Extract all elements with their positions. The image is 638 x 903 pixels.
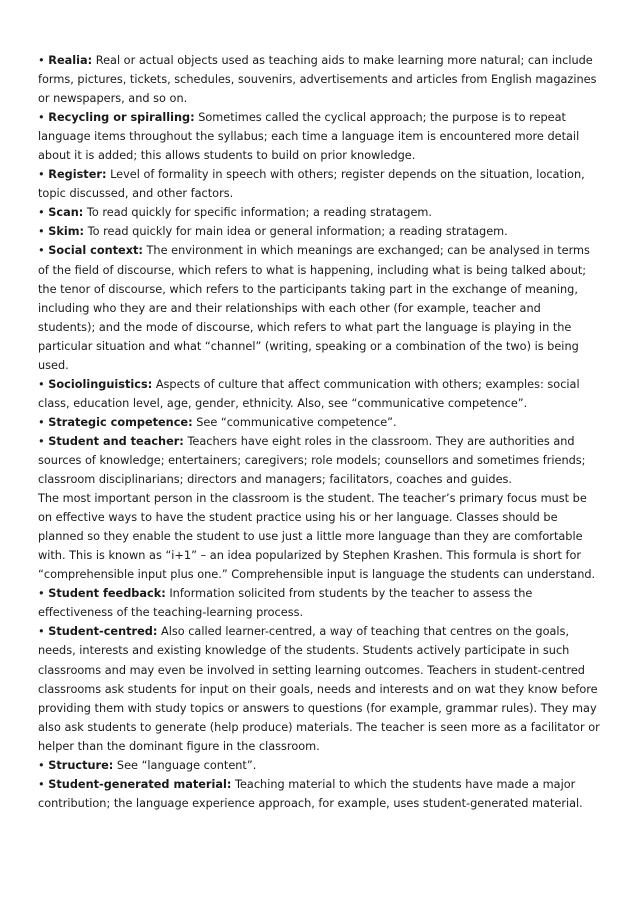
bullet: • <box>38 587 45 601</box>
bullet: • <box>38 777 45 791</box>
bullet: • <box>38 111 45 125</box>
glossary-entry-sociolinguistics <box>38 375 600 413</box>
glossary-entry-student-centred <box>38 622 600 755</box>
entry-text: Real or actual objects used as teaching aids to make learning more natural; can include forms, pictures, tickets, schedules, souvenirs, advertisements and articles from English magazines or newspapers, and so on. <box>38 54 597 106</box>
glossary-entry-structure <box>38 756 600 775</box>
glossary-entry-social-context <box>38 241 600 374</box>
entry-term: Student and teacher: <box>48 434 184 448</box>
entry-term: Strategic competence: <box>48 415 193 429</box>
entry-text: Teaching material to which the students have made a major contribution; the language experience approach, for example, uses student-generated material. <box>38 777 583 810</box>
bullet: • <box>38 415 45 429</box>
entry-text: See “communicative competence”. <box>196 415 397 429</box>
bullet: • <box>38 244 45 258</box>
glossary-entry-realia <box>38 51 600 108</box>
glossary-entry-skim <box>38 222 600 241</box>
bullet: • <box>38 206 45 220</box>
entry-text: To read quickly for main idea or general information; a reading stratagem. <box>87 225 508 239</box>
entry-text: See “language content”. <box>116 758 257 772</box>
entry-term: Realia: <box>48 54 93 67</box>
entry-term: Student-generated material: <box>48 777 232 791</box>
entry-text: Also called learner-centred, a way of teaching that centres on the goals, needs, interests and existing knowledge of the students. Students actively participate in such classrooms and may even be involved in setting learning outcomes. Teachers in student-centred classrooms ask students for input on their goals, needs and interests and on wat they know before providing them with study topics or answers to questions (for example, grammar rules). They may also ask students to generate (help produce) materials. The teacher is seen more as a facilitator or helper than the dominant figure in the classroom. <box>38 625 600 753</box>
entry-term: Student feedback: <box>48 587 166 601</box>
bullet: • <box>38 54 45 67</box>
entry-text: To read quickly for specific information; a reading stratagem. <box>86 206 433 220</box>
entry-text: Teachers have eight roles in the classroom. They are authorities and sources of knowledge; entertainers; caregivers; role models; counsellors and sometimes friends; classroom disciplinarians; directors and managers; facilitators, coaches and guides. <box>38 434 586 487</box>
entry-term: Register: <box>48 168 107 182</box>
entry-term: Sociolinguistics: <box>48 377 153 391</box>
glossary-entry-strategic-competence <box>38 413 600 432</box>
entry-term: Social context: <box>48 244 143 258</box>
entry-text: Information solicited from students by the teacher to assess the effectiveness of the teaching-learning process. <box>38 587 533 620</box>
bullet: • <box>38 377 45 391</box>
bullet: • <box>38 434 45 448</box>
glossary-entry-register <box>38 165 600 203</box>
entry-term: Scan: <box>48 206 84 220</box>
entry-term: Structure: <box>48 758 114 772</box>
glossary-entry-student-generated-material <box>38 775 600 813</box>
entry-term: Recycling or spiralling: <box>48 111 195 125</box>
entry-text: Aspects of culture that affect communication with others; examples: social class, education level, age, gender, ethnicity. Also, see “communicative competence”. <box>38 377 580 410</box>
entry-text: Level of formality in speech with others; register depends on the situation, location, topic discussed, and other factors. <box>38 168 585 201</box>
bullet: • <box>38 758 45 772</box>
bullet: • <box>38 225 45 239</box>
glossary-entry-student-and-teacher <box>38 432 600 489</box>
entry-text: The environment in which meanings are exchanged; can be analysed in terms of the field of discourse, which refers to what is happening, including what is being talked about; the tenor of discourse, which refers to the participants taking part in the exchange of meaning, including who they are and their relationships with each other (for example, teacher and students); and the mode of discourse, which refers to what part the language is playing in the particular situation and what “channel” (writing, speaking or a combination of the two) is being used. <box>38 244 590 372</box>
glossary-entry-recycling <box>38 108 600 165</box>
entry-text: Sometimes called the cyclical approach; the purpose is to repeat language items throughout the syllabus; each time a language item is encountered more detail about it is added; this allows students to build on prior knowledge. <box>38 111 580 163</box>
paragraph-text: The most important person in the classroom is the student. The teacher’s primary focus must be on effective ways to have the student practice using his or her language. Classes should be planned so they enable the student to use just a little more language than they are comfortable with. This is known as “i+1” – an idea popularized by Stephen Krashen. This formula is short for “comprehensible input plus one.” Comprehensible input is language the students can understand. <box>38 492 596 582</box>
entry-term: Student-centred: <box>48 625 158 639</box>
bullet: • <box>38 625 45 639</box>
paragraph-student-focus <box>38 489 600 584</box>
glossary-entry-scan <box>38 203 600 222</box>
glossary-entry-student-feedback <box>38 584 600 622</box>
entry-term: Skim: <box>48 225 85 239</box>
bullet: • <box>38 168 45 182</box>
